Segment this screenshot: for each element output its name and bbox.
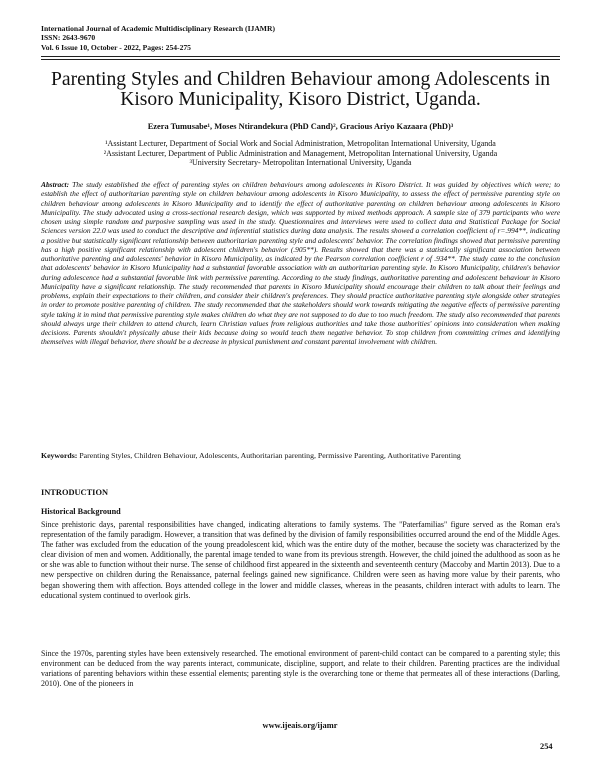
background-heading: Historical Background bbox=[41, 507, 121, 516]
keywords-text: Parenting Styles, Children Behaviour, Adolescents, Authoritarian parenting, Permissive Parenting, Authoritative Parenting bbox=[79, 451, 461, 460]
journal-issue: Vol. 6 Issue 10, October - 2022, Pages: 254-275 bbox=[41, 42, 191, 52]
affiliation-2: ²Assistant Lecturer, Department of Public Administration and Management, Metropolitan International University, Uganda bbox=[103, 148, 498, 158]
header-rule-top bbox=[41, 56, 560, 57]
affiliation-1: ¹Assistant Lecturer, Department of Social Work and Social Administration, Metropolitan International University, Uganda bbox=[105, 139, 496, 148]
journal-header bbox=[41, 24, 561, 52]
keywords bbox=[41, 451, 560, 461]
footer-url[interactable]: www.ijeais.org/ijamr bbox=[262, 721, 338, 730]
keywords-label: Keywords: bbox=[41, 451, 78, 460]
introduction-heading: INTRODUCTION bbox=[41, 488, 109, 497]
abstract-label: Abstract: bbox=[41, 180, 70, 189]
body-paragraph-1: Since prehistoric days, parental responsibilities have changed, indicating alterations to family systems. The "Paterfamilias" figure served as the Roman era's representation of the family paradigm. However, a transition that was defined by the division of family responsibilities occurred around the end of the Middle Ages. The father was excluded from the education of the young preadolescent kid, which was the entire duty of the mother, because the society was characterized by the clear division of men and women. Additionally, the parental image tended to wane from its previous strength. However, the child joined the adulthood as soon as he or she was able to function without their nurse. The sense of childhood first appeared in the sixteenth and seventeenth century (Maccoby and Martin 2013). Due to a new perspective on children during the Renaissance, paternal feelings gained new significance. Children were seen as having more value by their parents, who began showering them with affection. Boys attended college in the lower and middle classes, whereas in the peasants, children interact with adults to learn. The educational system continued to overlook girls. bbox=[41, 520, 560, 600]
page-number: 254 bbox=[540, 742, 553, 751]
affiliation-3: ³University Secretary- Metropolitan International University, Uganda bbox=[189, 158, 412, 168]
abstract bbox=[41, 180, 560, 347]
header-rule-bottom bbox=[41, 59, 560, 60]
journal-name: International Journal of Academic Multidisciplinary Research (IJAMR) bbox=[41, 24, 275, 33]
abstract-text: The study established the effect of parenting styles on children behaviours among adolescents in Kisoro District. It was guided by objectives which were; to establish the effect of authoritarian parenting style on children behaviour among adolescents in Kisoro Municipality, to assess the effect of permissive parenting style on children behaviour among adolescents in Kisoro Municipality and to identify the effect of authoritative parenting on children behaviour among adolescents in Kisoro Municipality. The study advocated using a cross-sectional research design, which was supported by mixed methods approach. A sample size of 379 participants who were chosen using simple random and purposive sampling was used in the study. Questionnaires and interviews were used to collect data and Statistical Package for Social Sciences version 22.0 was used to conduct the descriptive and inferential statistics during data analysis. The results showed a correlation coefficient of r=.994**, indicating a positive but statistically significant relationship between authoritarian parenting style and adolescents' behavior. The correlation findings showed that permissive parenting has a high positive significant relationship with adolescent children's behavior (.905**). Results showed that there was a statistically significant association between authoritative parenting and adolescents' behavior in Kisoro Municipality, as indicated by the Pearson correlation coefficient r of .934**. The study came to the conclusion that adolescents' behavior in Kisoro Municipality had a substantial favorable association with an authoritarian parenting style. In Kisoro Municipality, children's behavior during adolescence had a substantial favorable link with permissive parenting. According to the study findings, authoritative parenting and adolescent behaviour in Kisoro Municipality have a significant relationship. The study recommended that parents in Kisoro Municipality should encourage their children to talk about their feelings and problems, explain their expectations to their children, and consider their children's preferences. They should practice authoritative parenting style alongside other strategies in order to promote positive parenting of children. The study recommended that the stakeholders should work towards mitigating the negative effects of permissive parenting style taking it in mind that permissive parenting style makes children do what they are not supposed to do due to too much freedom. The study also recommended that parents should always urge their children to attend church, learn Christian values from religious authorities and take those authorities' opinions into consideration when making decisions. Parents shouldn't physically abuse their kids because doing so would teach them negative behavior. To stop children from committing crimes and identifying themselves with illegal behavior, there should be a decrease in physical punishment and constant parental involvement with children. bbox=[41, 180, 560, 347]
affiliations bbox=[41, 139, 560, 168]
body-paragraph-2: Since the 1970s, parenting styles have been extensively researched. The emotional environment of parent-child contact can be compared to a parenting style; this environment can be deduced from the way parents interact, communicate, discipline, support, and relate to their children. Parenting practices are the individual variations of parenting behaviors within these essential elements; parenting style is the overarching tone or theme that permeates all of these interactions (Darling, 2010). One of the pioneers in bbox=[41, 649, 560, 689]
paper-title: Parenting Styles and Children Behaviour among Adolescents in Kisoro Municipality, Kisoro District, Uganda. bbox=[50, 69, 551, 110]
author-list: Ezera Tumusabe¹, Moses Ntirandekura (PhD Cand)², Gracious Ariyo Kazaara (PhD)³ bbox=[147, 122, 454, 131]
journal-issn: ISSN: 2643-9670 bbox=[41, 33, 96, 43]
